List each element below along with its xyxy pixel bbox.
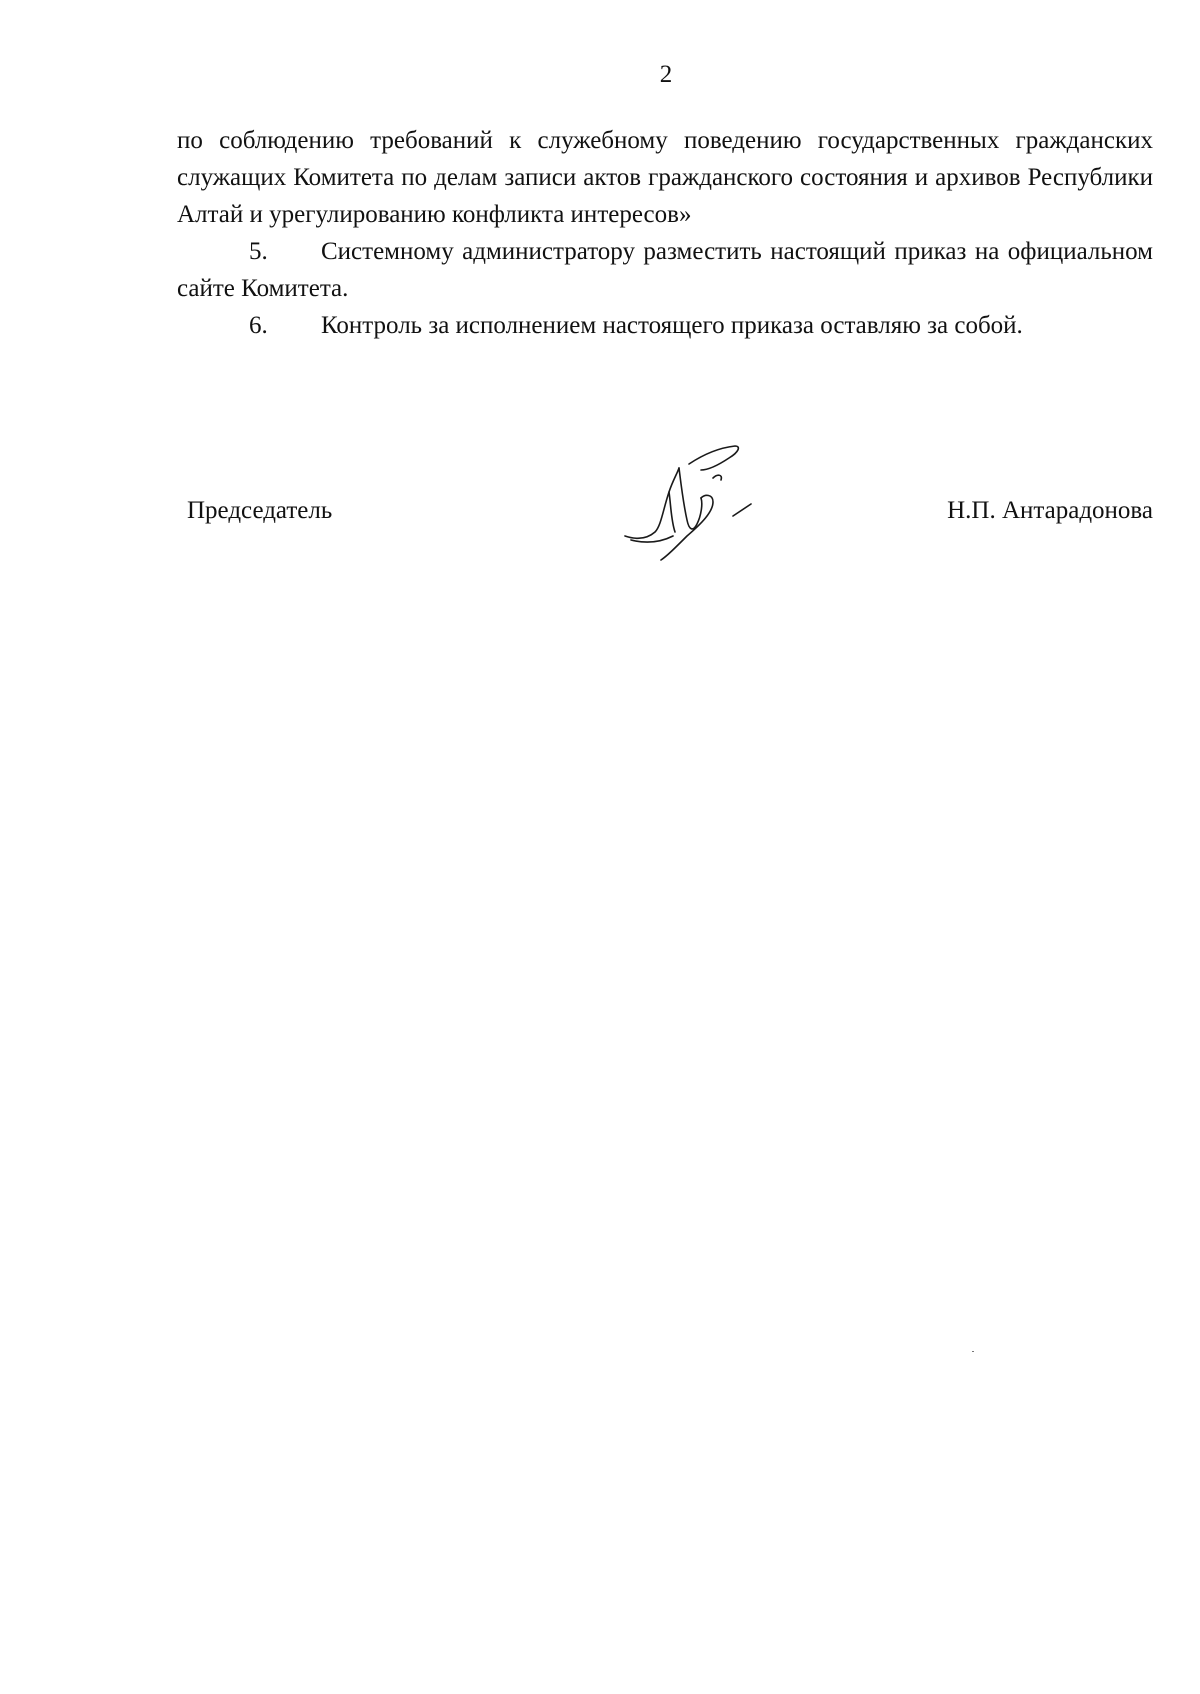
handwritten-signature bbox=[617, 440, 777, 570]
document-body bbox=[177, 122, 1153, 344]
item-number: 5. bbox=[249, 238, 268, 265]
signature-block bbox=[177, 440, 1153, 570]
signatory-position: Председатель bbox=[187, 497, 333, 524]
list-item bbox=[177, 307, 1153, 344]
continuation-paragraph: по соблюдению требований к служебному поведению государственных гражданских служащих Комитета по делам записи актов гражданского состояния и архивов Республики Алтай и урегулированию конфликта интересов» bbox=[177, 127, 1153, 228]
item-text: Контроль за исполнением настоящего приказа оставляю за собой. bbox=[321, 312, 1023, 339]
signatory-name: Н.П. Антарадонова bbox=[947, 497, 1153, 524]
item-text: Системному администратору разместить настоящий приказ на официальном сайте Комитета. bbox=[177, 238, 1153, 302]
page-number: 2 bbox=[659, 61, 673, 88]
scan-speck bbox=[972, 1351, 974, 1352]
item-number: 6. bbox=[249, 312, 268, 339]
list-item bbox=[177, 233, 1153, 307]
